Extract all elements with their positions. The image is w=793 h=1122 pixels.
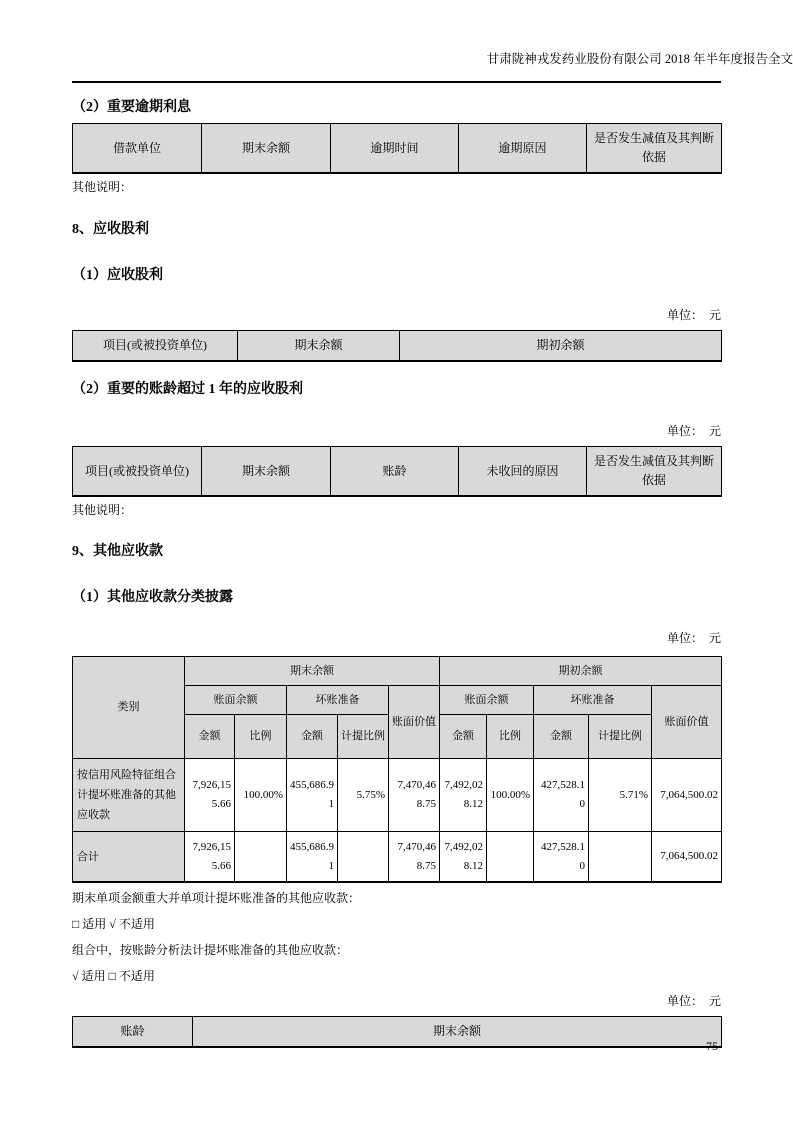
table-cell [235, 832, 287, 883]
table-header-cell: 期末余额 [202, 447, 331, 497]
table-cell: 455,686.91 [287, 832, 338, 883]
header-title: 甘肃陇神戎发药业股份有限公司 2018 年半年度报告全文 [486, 52, 793, 66]
table-header-cell: 坏账准备 [534, 686, 652, 715]
table-header-cell: 项目(或被投资单位) [73, 447, 202, 497]
table-header-cell: 是否发生减值及其判断依据 [587, 447, 722, 497]
table-header-cell: 比例 [487, 715, 534, 759]
heading-other-receivables: 9、其他应收款 [72, 544, 163, 559]
note-line-checkbox: √ 适用 □ 不适用 [72, 969, 155, 983]
table-header-cell: 期初余额 [440, 657, 722, 686]
table-header-cell: 账面余额 [440, 686, 534, 715]
table-header-cell: 金额 [440, 715, 487, 759]
heading-other-receivables-sub1: （1）其他应收款分类披露 [72, 590, 233, 605]
table-header-cell: 逾期时间 [331, 124, 459, 174]
table-header-cell: 账面余额 [185, 686, 287, 715]
table-cell: 5.75% [338, 759, 389, 832]
note-line-checkbox: □ 适用 √ 不适用 [72, 917, 155, 931]
dividends-table [72, 330, 722, 362]
table-header-cell: 金额 [185, 715, 235, 759]
table-row [73, 832, 722, 883]
table-cell: 7,064,500.02 [652, 832, 722, 883]
table-cell: 100.00% [487, 759, 534, 832]
table-cell: 7,492,028.12 [440, 832, 487, 883]
table-cell: 7,470,468.75 [389, 832, 440, 883]
unit-label: 单位： 元 [666, 631, 721, 645]
table-header-cell: 未收回的原因 [459, 447, 587, 497]
table-header-cell: 账面价值 [652, 686, 722, 759]
unit-label: 单位： 元 [666, 994, 721, 1008]
table-header-cell: 项目(或被投资单位) [73, 331, 238, 362]
table-header-cell: 逾期原因 [459, 124, 587, 174]
table-cell: 7,926,155.66 [185, 832, 235, 883]
table-header-cell: 坏账准备 [287, 686, 389, 715]
table-header-cell: 期初余额 [400, 331, 722, 362]
table-header-cell: 借款单位 [73, 124, 202, 174]
table-header-cell: 期末余额 [193, 1017, 722, 1048]
table-header-cell: 类别 [73, 657, 185, 759]
table-header-cell: 期末余额 [185, 657, 440, 686]
row-label-cell: 合计 [73, 832, 185, 883]
page-number: 75 [706, 1039, 718, 1053]
table-cell: 7,926,155.66 [185, 759, 235, 832]
row-label-cell: 按信用风险特征组合计提坏账准备的其他应收款 [73, 759, 185, 832]
header-rule [72, 81, 721, 83]
table-header-cell: 是否发生减值及其判断依据 [587, 124, 722, 174]
heading-dividends-sub1: （1）应收股利 [72, 268, 163, 283]
table-header-cell: 账龄 [73, 1017, 193, 1048]
table-cell: 7,492,028.12 [440, 759, 487, 832]
table-cell [338, 832, 389, 883]
note-line: 期末单项金额重大并单项计提坏账准备的其他应收款： [72, 891, 361, 905]
overdue-interest-table [72, 123, 722, 174]
table-cell: 7,470,468.75 [389, 759, 440, 832]
table-cell: 427,528.10 [534, 759, 589, 832]
aging-table [72, 1016, 722, 1048]
table-header-cell: 金额 [534, 715, 589, 759]
note-line: 组合中，按账龄分析法计提坏账准备的其他应收款： [72, 943, 349, 957]
table-header-cell: 金额 [287, 715, 338, 759]
other-note: 其他说明： [72, 503, 133, 517]
table-header-cell: 期末余额 [238, 331, 400, 362]
classification-table [72, 656, 722, 883]
unit-label: 单位： 元 [666, 308, 721, 322]
table-header-cell: 比例 [235, 715, 287, 759]
table-header-cell: 账面价值 [389, 686, 440, 759]
table-cell: 7,064,500.02 [652, 759, 722, 832]
table-cell: 427,528.10 [534, 832, 589, 883]
table-row [73, 759, 722, 832]
table-cell: 5.71% [589, 759, 652, 832]
aged-dividends-table [72, 446, 722, 497]
table-cell [487, 832, 534, 883]
table-header-cell: 账龄 [331, 447, 459, 497]
table-header-cell: 计提比例 [589, 715, 652, 759]
table-header-cell: 计提比例 [338, 715, 389, 759]
table-cell: 100.00% [235, 759, 287, 832]
table-cell: 455,686.91 [287, 759, 338, 832]
unit-label: 单位： 元 [666, 424, 721, 438]
heading-dividends: 8、应收股利 [72, 222, 149, 237]
heading-dividends-sub2: （2）重要的账龄超过 1 年的应收股利 [72, 382, 303, 397]
other-note: 其他说明： [72, 180, 133, 194]
heading-overdue-interest: （2）重要逾期利息 [72, 100, 191, 115]
notes-block [72, 891, 721, 983]
table-cell [589, 832, 652, 883]
page-header [0, 0, 793, 68]
table-header-cell: 期末余额 [202, 124, 331, 174]
